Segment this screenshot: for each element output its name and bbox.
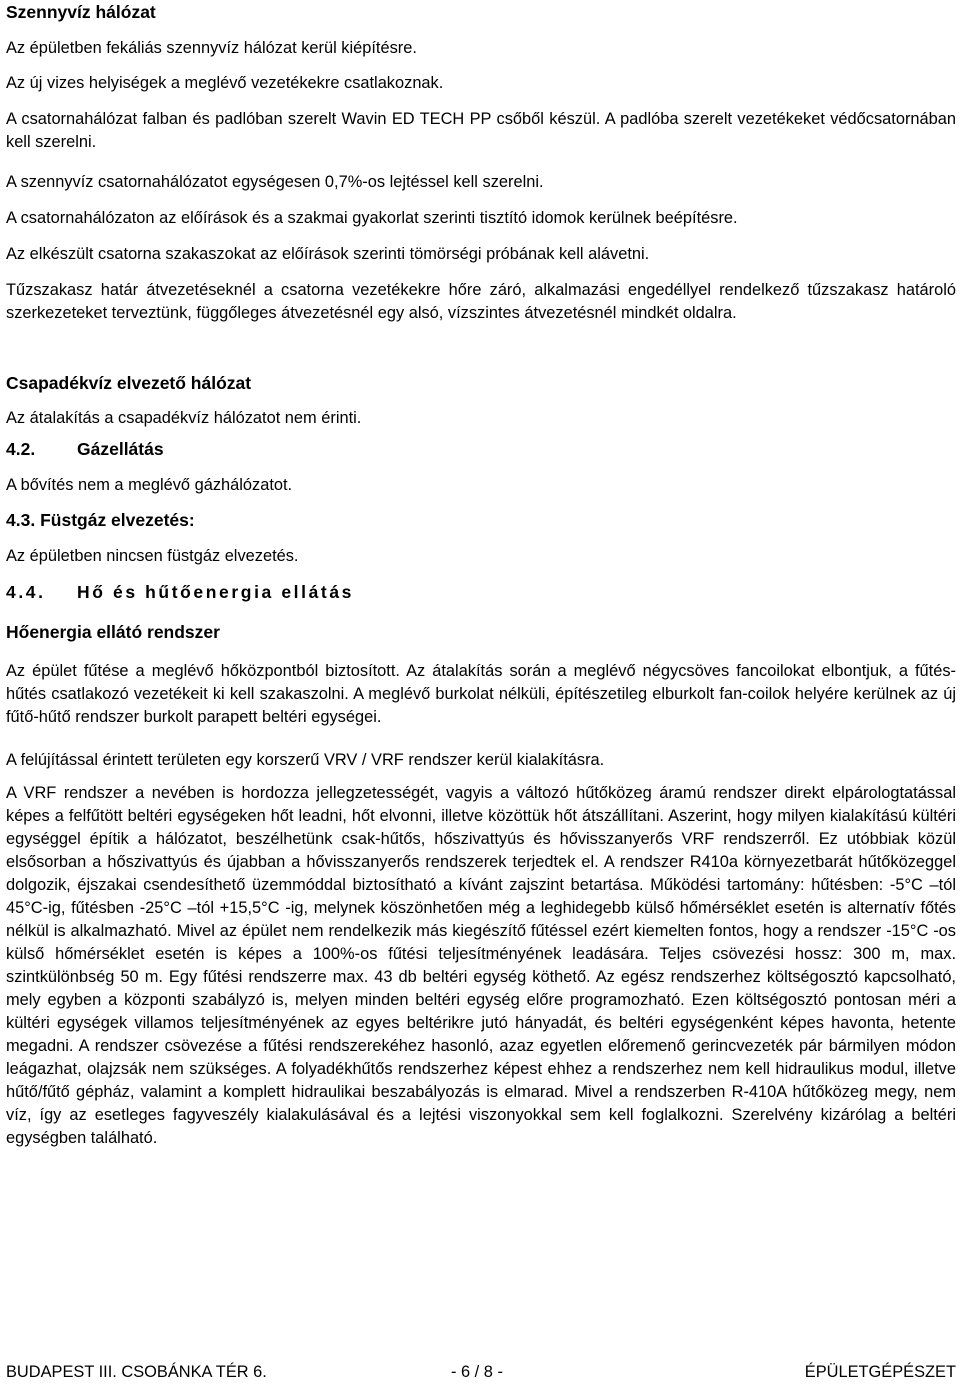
- paragraph: A szennyvíz csatornahálózatot egységesen 0,7%-os lejtéssel kell szerelni.: [6, 173, 544, 191]
- section-title: Füstgáz elvezetés:: [40, 510, 195, 530]
- section-number: 4.2.: [6, 439, 36, 459]
- footer-page-number: - 6 / 8 -: [451, 1363, 503, 1381]
- section-title: Hő és hűtőenergia ellátás: [77, 582, 355, 602]
- heading-hoenergia: Hőenergia ellátó rendszer: [6, 622, 220, 642]
- section-4-3-heading: [6, 510, 195, 530]
- paragraph: Az épületben nincsen füstgáz elvezetés.: [6, 547, 299, 565]
- paragraph: A VRF rendszer a nevében is hordozza jellegzetességét, vagyis a változó hűtőközeg áramú rendszer direkt elpárologtatással képes a felfűtött beltéri egységeken hőt leadni, hőt elvonni, illetve közöttük hőt átszállítani. Aszerint, hogy milyen kialakítású kültéri egységgel építik a hálózatot, beszélhetünk csak-hűtős, hőszivattyús és hővisszanyerős VRF rendszerről. Ez utóbbiak közül elsősorban a hőszivattyús és újabban a hővisszanyerős rendszerek terjedtek el. A rendszer R410a környezetbarát hűtőközeggel dolgozik, éjszakai csendesíthető üzemmóddal biztosítható a kívánt zajszint betartása. Működési tartomány: hűtésben: -5°C –tól 45°C-ig, fűtésben -25°C –tól +15,5°C -ig, melynek köszönhetően még a leghidegebb külső hőmérséklet esetén is alternatív főtés nélkül is alkalmazható. Mivel az épület nem rendelkezik más kiegészítő fűtéssel ezért kiemelten fontos, hogy a rendszer -15°C -os külső hőmérséklet esetén is képes a 100%-os fűtési teljesítményének leadására. Teljes csövezési hossz: 300 m, max. szintkülönbség 50 m. Egy fűtési rendszerre max. 43 db beltéri egység köthető. Az egész rendszerhez költségosztó kapcsolható, mely egyben a központi szabályzó is, melyen minden beltéri egység előre programozható. Ezen költségosztó pontosan méri a kültéri egységek villamos teljesítményének az egyes beltérikre jutó hányadát, és beltéri egységenként képes havonta, hetente megadni. A rendszer csövezése a fűtési rendszerekéhez hasonló, azaz egyetlen előremenő gerincvezeték pár bármilyen módon leágazhat, olajzsák nem szükséges. A folyadékhűtős rendszerhez képest ehhez a rendszerhez nem kell hidraulikus modul, illetve hűtő/fűtő gépház, valamint a komplett hidraulikai beszabályozás is elmarad. Mivel a rendszerben R-410A hűtőközeg megy, nem víz, így az esetleges fagyveszély kialakulásával és a lejtési viszonyokkal sem kell foglalkozni. Szerelvény kizárólag a beltéri egységben található.: [6, 784, 956, 1147]
- paragraph: Az átalakítás a csapadékvíz hálózatot nem érinti.: [6, 409, 362, 427]
- paragraph: A felújítással érintett területen egy korszerű VRV / VRF rendszer kerül kialakításra.: [6, 751, 605, 769]
- section-title: Gázellátás: [77, 439, 164, 459]
- paragraph: Az új vizes helyiségek a meglévő vezetékekre csatlakoznak.: [6, 74, 444, 92]
- heading-csapadekviz: Csapadékvíz elvezető hálózat: [6, 373, 252, 393]
- paragraph: Az elkészült csatorna szakaszokat az előírások szerinti tömörségi próbának kell alávetni.: [6, 245, 650, 263]
- footer-discipline: ÉPÜLETGÉPÉSZET: [804, 1363, 956, 1381]
- paragraph: Az épület fűtése a meglévő hőközpontból biztosított. Az átalakítás során a meglévő négycsöves fancoilokat elbontjuk, a fűtés-hűtés csatlakozó vezetékeit ki kell szakaszolni. A meglévő burkolat nélküli, építészetileg elburkolt fan-coilok helyére kerülnek az új fűtő-hűtő rendszer burkolt parapett beltéri egységei.: [6, 662, 956, 726]
- paragraph: Az épületben fekáliás szennyvíz hálózat kerül kiépítésre.: [6, 39, 417, 57]
- section-4-2-heading: [6, 439, 164, 459]
- section-number: 4.4.: [6, 582, 46, 602]
- section-4-4-heading: [6, 582, 355, 602]
- paragraph: A csatornahálózaton az előírások és a szakmai gyakorlat szerinti tisztító idomok kerülnek beépítésre.: [6, 209, 738, 227]
- paragraph: A bővítés nem a meglévő gázhálózatot.: [6, 476, 293, 494]
- paragraph: Tűzszakasz határ átvezetéseknél a csatorna vezetékekre hőre záró, alkalmazási engedéllyel rendelkező tűzszakasz határoló szerkezeteket terveztünk, függőleges átvezetésnél egy alsó, vízszintes átvezetésnél mindkét oldalra.: [6, 281, 956, 322]
- heading-szennyviz: Szennyvíz hálózat: [6, 2, 156, 22]
- footer-address: BUDAPEST III. CSOBÁNKA TÉR 6.: [6, 1363, 267, 1381]
- paragraph: A csatornahálózat falban és padlóban szerelt Wavin ED TECH PP csőből készül. A padlóba szerelt vezetékeket védőcsatornában kell szerelni.: [6, 110, 956, 151]
- section-number: 4.3.: [6, 510, 36, 530]
